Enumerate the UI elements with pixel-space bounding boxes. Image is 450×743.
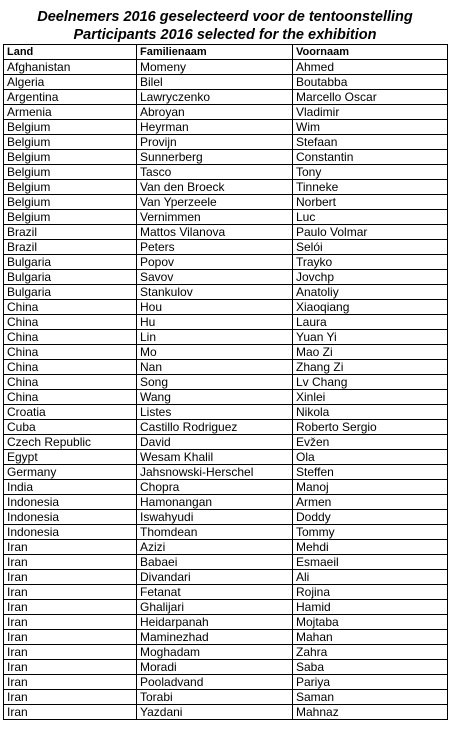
cell-surname: Heidarpanah bbox=[137, 615, 293, 630]
table-row bbox=[4, 120, 448, 135]
table-row bbox=[4, 360, 448, 375]
header-country: Land bbox=[4, 45, 137, 60]
cell-firstname: Steffen bbox=[293, 465, 448, 480]
cell-firstname: Boutabba bbox=[293, 75, 448, 90]
cell-country: Iran bbox=[4, 645, 137, 660]
cell-firstname: Esmaeil bbox=[293, 555, 448, 570]
cell-firstname: Jovchp bbox=[293, 270, 448, 285]
cell-firstname: Nikola bbox=[293, 405, 448, 420]
cell-surname: Lawryczenko bbox=[137, 90, 293, 105]
cell-firstname: Ola bbox=[293, 450, 448, 465]
cell-firstname: Zahra bbox=[293, 645, 448, 660]
table-row bbox=[4, 645, 448, 660]
table-row bbox=[4, 615, 448, 630]
cell-country: Brazil bbox=[4, 225, 137, 240]
cell-firstname: Mahan bbox=[293, 630, 448, 645]
cell-country: Indonesia bbox=[4, 495, 137, 510]
cell-country: Iran bbox=[4, 615, 137, 630]
table-row bbox=[4, 300, 448, 315]
cell-country: Iran bbox=[4, 660, 137, 675]
cell-country: Bulgaria bbox=[4, 270, 137, 285]
title-english: Participants 2016 selected for the exhibition bbox=[73, 27, 377, 43]
cell-firstname: Rojina bbox=[293, 585, 448, 600]
header-firstname: Voornaam bbox=[293, 45, 448, 60]
cell-firstname: Constantin bbox=[293, 150, 448, 165]
cell-country: Iran bbox=[4, 705, 137, 720]
cell-firstname: Hamid bbox=[293, 600, 448, 615]
cell-surname: Fetanat bbox=[137, 585, 293, 600]
cell-surname: Peters bbox=[137, 240, 293, 255]
cell-surname: Vernimmen bbox=[137, 210, 293, 225]
table-row bbox=[4, 540, 448, 555]
cell-surname: Jahsnowski-Herschel bbox=[137, 465, 293, 480]
cell-firstname: Armen bbox=[293, 495, 448, 510]
cell-firstname: Mehdi bbox=[293, 540, 448, 555]
table-row bbox=[4, 690, 448, 705]
cell-surname: Torabi bbox=[137, 690, 293, 705]
table-row bbox=[4, 555, 448, 570]
cell-country: Indonesia bbox=[4, 510, 137, 525]
cell-country: Belgium bbox=[4, 165, 137, 180]
cell-country: Argentina bbox=[4, 90, 137, 105]
cell-surname: Mo bbox=[137, 345, 293, 360]
cell-country: Iran bbox=[4, 600, 137, 615]
table-row bbox=[4, 90, 448, 105]
table-row bbox=[4, 525, 448, 540]
cell-firstname: Evžen bbox=[293, 435, 448, 450]
table-row bbox=[4, 585, 448, 600]
cell-surname: Azizi bbox=[137, 540, 293, 555]
cell-surname: Lin bbox=[137, 330, 293, 345]
cell-surname: Moradi bbox=[137, 660, 293, 675]
cell-surname: Mattos Vilanova bbox=[137, 225, 293, 240]
cell-country: Iran bbox=[4, 540, 137, 555]
table-row bbox=[4, 495, 448, 510]
table-row bbox=[4, 660, 448, 675]
table-row bbox=[4, 510, 448, 525]
table-row bbox=[4, 240, 448, 255]
cell-surname: Hamonangan bbox=[137, 495, 293, 510]
participants-table bbox=[3, 44, 448, 720]
cell-country: China bbox=[4, 330, 137, 345]
cell-surname: Bilel bbox=[137, 75, 293, 90]
table-row bbox=[4, 285, 448, 300]
cell-country: Algeria bbox=[4, 75, 137, 90]
cell-surname: Pooladvand bbox=[137, 675, 293, 690]
cell-firstname: Tommy bbox=[293, 525, 448, 540]
cell-country: China bbox=[4, 300, 137, 315]
cell-firstname: Norbert bbox=[293, 195, 448, 210]
cell-country: Cuba bbox=[4, 420, 137, 435]
table-row bbox=[4, 195, 448, 210]
cell-firstname: Luc bbox=[293, 210, 448, 225]
cell-surname: Tasco bbox=[137, 165, 293, 180]
cell-country: Croatia bbox=[4, 405, 137, 420]
table-row bbox=[4, 165, 448, 180]
cell-firstname: Tony bbox=[293, 165, 448, 180]
cell-firstname: Vladimir bbox=[293, 105, 448, 120]
cell-surname: Van den Broeck bbox=[137, 180, 293, 195]
cell-firstname: Anatoliy bbox=[293, 285, 448, 300]
cell-firstname: Doddy bbox=[293, 510, 448, 525]
cell-surname: Babaei bbox=[137, 555, 293, 570]
cell-surname: Iswahyudi bbox=[137, 510, 293, 525]
cell-country: Indonesia bbox=[4, 525, 137, 540]
table-row bbox=[4, 75, 448, 90]
cell-surname: Thomdean bbox=[137, 525, 293, 540]
cell-country: Belgium bbox=[4, 120, 137, 135]
cell-firstname: Ahmed bbox=[293, 60, 448, 75]
cell-surname: Wesam Khalil bbox=[137, 450, 293, 465]
cell-country: China bbox=[4, 315, 137, 330]
table-row bbox=[4, 375, 448, 390]
cell-country: Belgium bbox=[4, 135, 137, 150]
table-row bbox=[4, 105, 448, 120]
table-row bbox=[4, 480, 448, 495]
cell-country: Iran bbox=[4, 570, 137, 585]
table-row bbox=[4, 180, 448, 195]
table-body bbox=[4, 60, 448, 720]
table-row bbox=[4, 435, 448, 450]
table-row bbox=[4, 270, 448, 285]
cell-country: Iran bbox=[4, 555, 137, 570]
cell-firstname: Selói bbox=[293, 240, 448, 255]
cell-country: Afghanistan bbox=[4, 60, 137, 75]
cell-surname: Divandari bbox=[137, 570, 293, 585]
cell-firstname: Xinlei bbox=[293, 390, 448, 405]
cell-surname: Listes bbox=[137, 405, 293, 420]
cell-country: Belgium bbox=[4, 180, 137, 195]
cell-surname: Castillo Rodriguez bbox=[137, 420, 293, 435]
cell-country: Belgium bbox=[4, 150, 137, 165]
table-row bbox=[4, 315, 448, 330]
table-row bbox=[4, 150, 448, 165]
cell-country: China bbox=[4, 345, 137, 360]
table-row bbox=[4, 630, 448, 645]
table-row bbox=[4, 135, 448, 150]
cell-surname: Van Yperzeele bbox=[137, 195, 293, 210]
cell-country: Bulgaria bbox=[4, 255, 137, 270]
table-row bbox=[4, 420, 448, 435]
cell-country: Iran bbox=[4, 675, 137, 690]
cell-surname: Yazdani bbox=[137, 705, 293, 720]
cell-surname: Nan bbox=[137, 360, 293, 375]
table-row bbox=[4, 255, 448, 270]
cell-surname: Abroyan bbox=[137, 105, 293, 120]
cell-firstname: Wim bbox=[293, 120, 448, 135]
cell-firstname: Roberto Sergio bbox=[293, 420, 448, 435]
table-row bbox=[4, 465, 448, 480]
cell-country: Iran bbox=[4, 690, 137, 705]
cell-firstname: Xiaoqiang bbox=[293, 300, 448, 315]
cell-surname: David bbox=[137, 435, 293, 450]
header-row bbox=[4, 45, 448, 60]
cell-surname: Chopra bbox=[137, 480, 293, 495]
table-row bbox=[4, 60, 448, 75]
cell-country: Egypt bbox=[4, 450, 137, 465]
cell-firstname: Laura bbox=[293, 315, 448, 330]
table-row bbox=[4, 210, 448, 225]
cell-country: China bbox=[4, 390, 137, 405]
cell-surname: Ghalijari bbox=[137, 600, 293, 615]
cell-country: Czech Republic bbox=[4, 435, 137, 450]
cell-firstname: Zhang Zi bbox=[293, 360, 448, 375]
cell-firstname: Marcello Oscar bbox=[293, 90, 448, 105]
cell-surname: Stankulov bbox=[137, 285, 293, 300]
cell-country: Iran bbox=[4, 585, 137, 600]
cell-firstname: Stefaan bbox=[293, 135, 448, 150]
cell-surname: Wang bbox=[137, 390, 293, 405]
cell-surname: Song bbox=[137, 375, 293, 390]
cell-country: Belgium bbox=[4, 210, 137, 225]
cell-firstname: Trayko bbox=[293, 255, 448, 270]
table-row bbox=[4, 705, 448, 720]
cell-firstname: Manoj bbox=[293, 480, 448, 495]
table-row bbox=[4, 570, 448, 585]
table-row bbox=[4, 450, 448, 465]
cell-surname: Maminezhad bbox=[137, 630, 293, 645]
cell-country: China bbox=[4, 360, 137, 375]
title-dutch: Deelnemers 2016 geselecteerd voor de tentoonstelling bbox=[37, 9, 413, 25]
cell-firstname: Mojtaba bbox=[293, 615, 448, 630]
table-row bbox=[4, 345, 448, 360]
cell-country: Iran bbox=[4, 630, 137, 645]
cell-country: Germany bbox=[4, 465, 137, 480]
cell-surname: Sunnerberg bbox=[137, 150, 293, 165]
cell-surname: Momeny bbox=[137, 60, 293, 75]
cell-firstname: Paulo Volmar bbox=[293, 225, 448, 240]
cell-firstname: Tinneke bbox=[293, 180, 448, 195]
cell-surname: Popov bbox=[137, 255, 293, 270]
cell-firstname: Yuan Yi bbox=[293, 330, 448, 345]
cell-country: Brazil bbox=[4, 240, 137, 255]
cell-surname: Hu bbox=[137, 315, 293, 330]
cell-country: India bbox=[4, 480, 137, 495]
cell-firstname: Pariya bbox=[293, 675, 448, 690]
table-row bbox=[4, 225, 448, 240]
cell-firstname: Saba bbox=[293, 660, 448, 675]
table-row bbox=[4, 390, 448, 405]
table-row bbox=[4, 675, 448, 690]
table-row bbox=[4, 330, 448, 345]
cell-firstname: Mao Zi bbox=[293, 345, 448, 360]
cell-country: Belgium bbox=[4, 195, 137, 210]
cell-firstname: Mahnaz bbox=[293, 705, 448, 720]
cell-surname: Hou bbox=[137, 300, 293, 315]
cell-surname: Heyrman bbox=[137, 120, 293, 135]
cell-firstname: Lv Chang bbox=[293, 375, 448, 390]
table-row bbox=[4, 600, 448, 615]
cell-surname: Moghadam bbox=[137, 645, 293, 660]
table-row bbox=[4, 405, 448, 420]
cell-surname: Provijn bbox=[137, 135, 293, 150]
cell-firstname: Saman bbox=[293, 690, 448, 705]
cell-surname: Savov bbox=[137, 270, 293, 285]
cell-country: Armenia bbox=[4, 105, 137, 120]
cell-firstname: Ali bbox=[293, 570, 448, 585]
header-surname: Familienaam bbox=[137, 45, 293, 60]
cell-country: China bbox=[4, 375, 137, 390]
cell-country: Bulgaria bbox=[4, 285, 137, 300]
